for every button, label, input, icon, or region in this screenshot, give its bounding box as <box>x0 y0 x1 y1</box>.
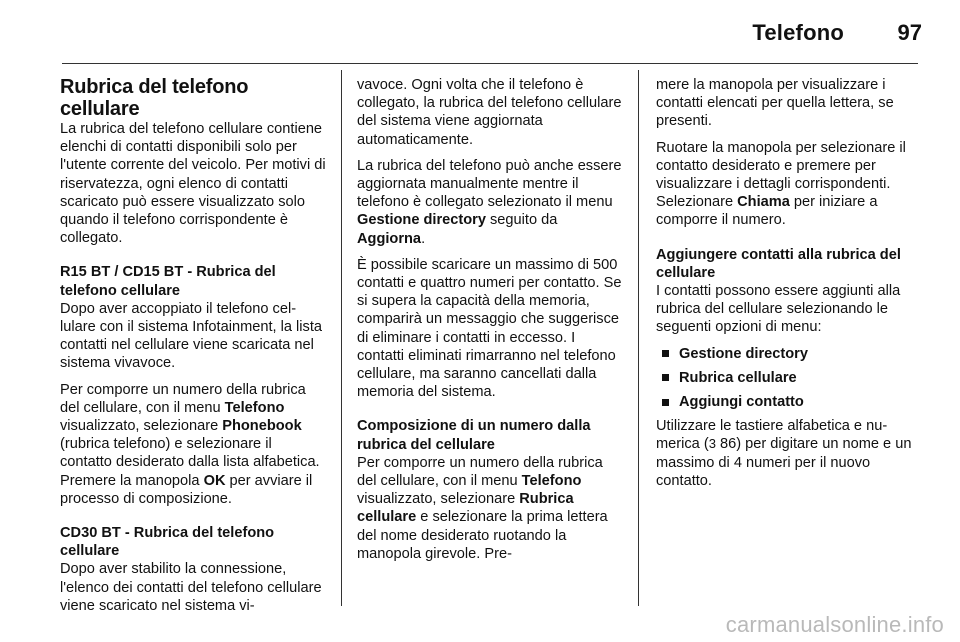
section-heading: Rubrica del telefono cellulare <box>60 76 249 120</box>
menu-term: Phonebook <box>222 418 302 435</box>
subsection-heading: Aggiungere contatti alla rubrica del cellulare <box>656 246 901 281</box>
paragraph: I contatti possono essere aggiunti alla rubrica del cellulare selezionando le seguenti opzioni di menu: <box>656 283 901 336</box>
column-divider <box>341 70 342 606</box>
column-2 <box>357 76 623 571</box>
paragraph <box>357 157 623 248</box>
text: visualizzato, selezionare <box>357 491 520 508</box>
menu-option <box>656 369 922 387</box>
paragraph: Dopo aver accoppiato il telefono cellulare con il sistema Infotainment, la lista contatti nel cellulare viene scaricata nel sistema vivavoce. <box>60 300 322 372</box>
page-header-title: Telefono <box>752 20 844 45</box>
text: Ruotare la manopola per selezionare il contatto desiderato e premere per visualizzare i dettagli corrispondenti. Selezionare <box>656 139 906 211</box>
menu-term: Gestione directory <box>357 212 486 229</box>
text: Per comporre un numero della rubrica del cellulare, con il menu <box>357 454 603 490</box>
menu-term: Rubrica cellulare <box>357 491 574 526</box>
paragraph: È possibile scaricare un massimo di 500 contatti e quattro numeri per contatto. Se si supera la capacità della memoria, comparirà un messaggio che suggerisce di eliminare i contatti in eccesso. I contatti eliminati rimarranno nel telefono cellulare, ma saranno cancellati dalla memoria del sistema. <box>357 256 622 401</box>
text: 86) per digitare un nome e un massimo di 4 numeri per il nuovo contatto. <box>656 436 912 489</box>
text: e selezionare la prima lettera del nome desiderato ruotando la manopola girevole. Pre- <box>357 509 608 562</box>
paragraph <box>357 454 623 563</box>
text: per avviare il processo di composizione. <box>60 472 313 507</box>
header-rule <box>62 63 918 64</box>
text: seguito da <box>485 212 558 229</box>
paragraph <box>60 381 326 508</box>
paragraph: mere la manopola per visualizzare i contatti elencati per quella lettera, se presenti. <box>656 77 894 130</box>
menu-option-label: Rubrica cellulare <box>679 369 797 386</box>
square-bullet-icon <box>662 374 669 381</box>
paragraph: La rubrica del telefono cellulare contiene elenchi di contatti disponibili solo per l'utente corrente del veicolo. Per motivi di riservatezza, ogni elenco di contatti scaricato può essere visualizzato solo quando il telefono corrispondente è collegato. <box>60 121 326 247</box>
menu-option-label: Aggiungi contatto <box>679 394 804 411</box>
menu-term: Telefono <box>224 399 285 416</box>
menu-term: Telefono <box>521 473 582 490</box>
column-divider <box>638 70 639 606</box>
column-3 <box>656 76 922 498</box>
watermark: carmanualsonline.info <box>725 612 944 637</box>
subsection-heading: Composizione di un numero dalla rubrica del cellulare <box>357 418 591 453</box>
menu-term: Aggiorna <box>357 230 422 247</box>
column-1 <box>60 76 326 623</box>
square-bullet-icon <box>662 350 669 357</box>
paragraph: vavoce. Ogni volta che il telefono è collegato, la rubrica del telefono cellulare del sistema viene aggiornata automaticamente. <box>357 77 622 148</box>
menu-option-label: Gestione directory <box>679 345 808 362</box>
subsection-heading: CD30 BT - Rubrica del telefono cellulare <box>60 525 275 560</box>
menu-option <box>656 345 922 363</box>
text: visualizzato, selezionare <box>60 418 223 435</box>
menu-term: Chiama <box>737 194 790 211</box>
text: Utilizzare le tastiere alfabetica e numerica ( <box>656 418 888 453</box>
paragraph <box>656 139 922 230</box>
text: (rubrica telefono) e selezionare il contatto desiderato dalla lista alfabetica. Premere la manopola <box>60 436 320 489</box>
menu-option-list <box>656 345 922 412</box>
subsection-heading: R15 BT / CD15 BT - Rubrica del telefono cellulare <box>60 264 276 299</box>
menu-term: OK <box>203 472 226 489</box>
paragraph: Dopo aver stabilito la connessione, l'elenco dei contatti del telefono cellulare viene scaricato nel sistema vi- <box>60 561 322 614</box>
page-number: 97 <box>897 20 922 45</box>
menu-option <box>656 393 922 411</box>
text: . <box>421 230 426 247</box>
text: Per comporre un numero della rubrica del cellulare, con il menu <box>60 381 306 416</box>
paragraph <box>656 417 922 490</box>
square-bullet-icon <box>662 399 669 406</box>
text: La rubrica del telefono può anche essere aggiornata manualmente mentre il telefono è collegato selezionato il menu <box>357 157 622 211</box>
text: per iniziare a comporre il numero. <box>656 194 878 229</box>
page-reference-icon: 3 <box>708 436 716 452</box>
